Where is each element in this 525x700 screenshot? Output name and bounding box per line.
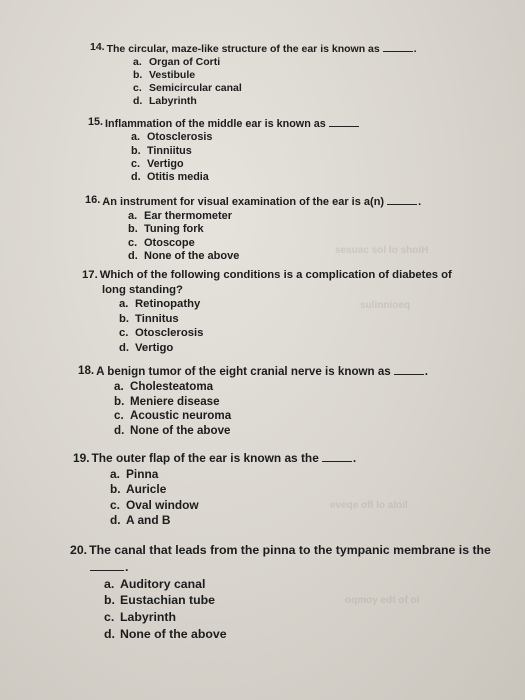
option-d[interactable]: d. Otitis media: [131, 171, 209, 184]
question-number: 19.: [73, 451, 90, 465]
option-c[interactable]: c. Otosclerosis: [119, 327, 204, 340]
question-stem: [85, 194, 421, 210]
question-stem: [73, 451, 356, 467]
question-stem: [70, 542, 491, 559]
option-a[interactable]: a. Organ of Corti: [133, 56, 221, 68]
question-text: The canal that leads from the pinna to the tympanic membrane is the: [89, 543, 491, 557]
option-c[interactable]: c. Oval window: [110, 497, 199, 512]
question-number: 15.: [88, 116, 104, 128]
option-c[interactable]: c. Labyrinth: [104, 610, 177, 625]
answer-blank: [387, 194, 417, 205]
question-18: [78, 364, 428, 439]
question-17: [82, 268, 452, 356]
option-b[interactable]: b. Meniere disease: [114, 394, 220, 408]
answer-blank: [322, 451, 352, 462]
option-a[interactable]: a. Pinna: [110, 466, 159, 481]
question-text-continued: .: [90, 559, 491, 576]
option-c[interactable]: c. Otoscope: [128, 236, 195, 249]
question-14: [90, 41, 417, 108]
option-d[interactable]: d. Vertigo: [119, 341, 174, 354]
answer-options: [110, 467, 356, 529]
question-20: [70, 542, 491, 643]
question-text: Which of the following conditions is a complication of diabetes of: [99, 269, 452, 281]
question-stem: [78, 364, 428, 380]
bleed-through-text: oqmoy edt of ol: [345, 595, 420, 606]
answer-options: [131, 131, 359, 184]
question-text: A benign tumor of the eight cranial nerve is known as .: [96, 365, 428, 378]
bleed-through-text: sesuac sol lo shoiH: [335, 245, 429, 256]
option-b[interactable]: b. Eustachian tube: [104, 593, 215, 608]
question-19: [73, 451, 356, 529]
option-d[interactable]: d. Labyrinth: [133, 95, 197, 107]
option-c[interactable]: c. Vertigo: [131, 157, 184, 170]
answer-blank: [383, 41, 413, 52]
option-b[interactable]: b. Auricle: [110, 482, 167, 497]
answer-options: [133, 56, 417, 108]
question-number: 14.: [90, 41, 105, 53]
option-a[interactable]: a. Ear thermometer: [128, 209, 233, 222]
question-number: 20.: [70, 543, 88, 557]
question-text: An instrument for visual examination of the ear is a(n) .: [102, 196, 422, 208]
option-b[interactable]: b. Vestibule: [133, 69, 196, 81]
option-c[interactable]: c. Semicircular canal: [133, 82, 242, 94]
answer-options: [128, 210, 421, 264]
option-b[interactable]: b. Tuning fork: [128, 223, 204, 236]
question-stem: [82, 268, 452, 283]
answer-blank: [394, 364, 424, 375]
option-b[interactable]: b. Tinnitus: [119, 312, 179, 325]
answer-blank: [90, 560, 124, 571]
question-text: Inflammation of the middle ear is known as: [105, 116, 359, 131]
bleed-through-text: sulinnioeq: [360, 300, 410, 311]
question-number: 17.: [82, 269, 98, 281]
question-text: The circular, maze-like structure of the ear is known as .: [106, 43, 417, 55]
question-16: [85, 194, 421, 264]
question-number: 18.: [78, 364, 95, 377]
question-stem: [88, 116, 359, 131]
option-d[interactable]: d. None of the above: [128, 250, 240, 263]
answer-blank: [329, 116, 359, 127]
option-d[interactable]: d. None of the above: [114, 424, 231, 438]
answer-options: [104, 576, 491, 643]
answer-options: [114, 380, 428, 439]
question-stem: [90, 41, 417, 56]
option-a[interactable]: a. Retinopathy: [119, 298, 201, 311]
option-a[interactable]: a. Otosclerosis: [131, 131, 213, 144]
bleed-through-text: eveqe ofl lo aloil: [330, 500, 408, 511]
option-b[interactable]: b. Tinniitus: [131, 144, 192, 157]
option-d[interactable]: d. A and B: [110, 513, 171, 528]
question-text-continued: long standing?: [102, 283, 183, 296]
option-a[interactable]: a. Cholesteatoma: [114, 379, 214, 393]
question-text: The outer flap of the ear is known as the .: [91, 451, 357, 465]
option-c[interactable]: c. Acoustic neuroma: [114, 409, 232, 423]
question-number: 16.: [85, 194, 101, 206]
question-15: [88, 116, 359, 184]
option-a[interactable]: a. Auditory canal: [104, 576, 206, 591]
answer-options: [119, 297, 452, 355]
option-d[interactable]: d. None of the above: [104, 626, 227, 641]
